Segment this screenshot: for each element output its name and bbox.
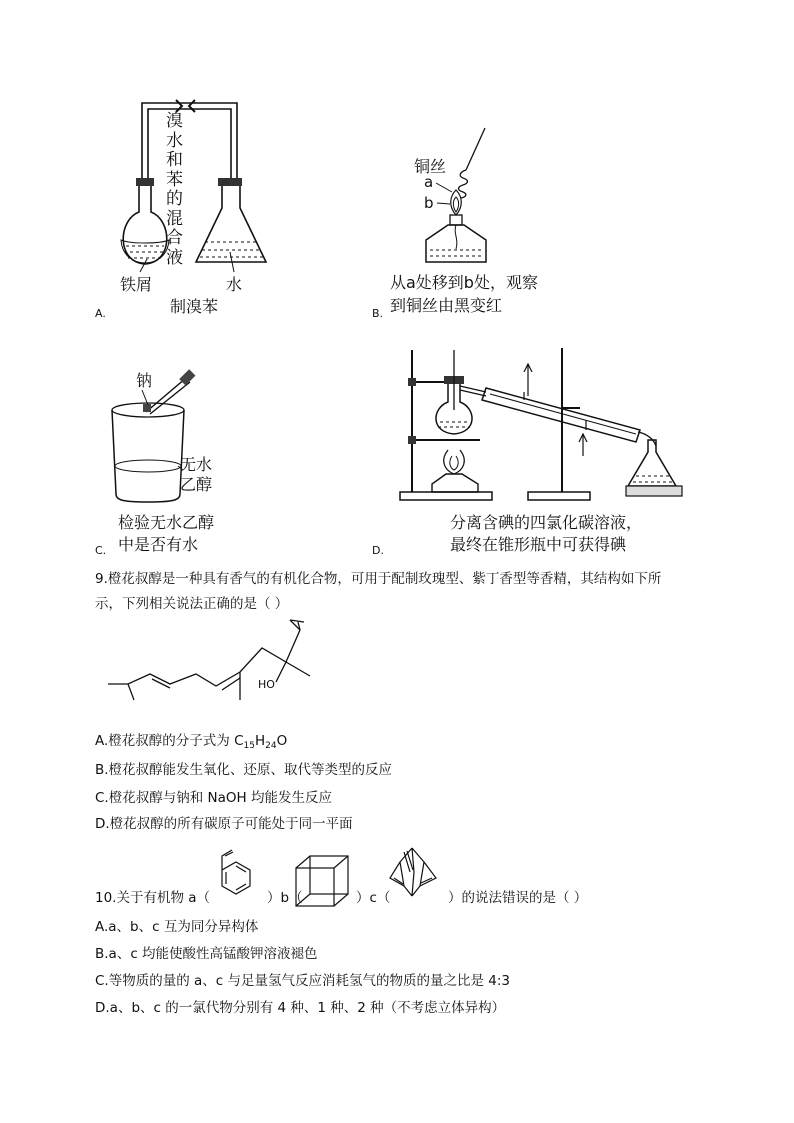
- q9-option-d: D.橙花叔醇的所有碳原子可能处于同一平面: [95, 816, 353, 832]
- q9-option-a-sub1: 15: [243, 741, 255, 751]
- q10-stem-end: ）的说法错误的是（ ）: [448, 890, 588, 906]
- caption-b-line1: 从a处移到b处，观察: [390, 273, 538, 292]
- vertical-char: 溴: [166, 111, 183, 131]
- q10-stem-c: ）c（: [356, 890, 391, 906]
- caption-c-line2: 中是否有水: [118, 535, 199, 554]
- label-iron-filings: 铁屑: [120, 275, 153, 294]
- vertical-char: 合: [166, 228, 183, 248]
- option-letter-a: A.: [95, 307, 106, 320]
- q10-option-c: C.等物质的量的 a、c 与足量氢气反应消耗氢气的物质的量之比是 4:3: [95, 973, 511, 989]
- caption-d-line2: 最终在锥形瓶中可获得碘: [450, 535, 627, 554]
- q10-stem-b: ）b（: [267, 890, 303, 906]
- vertical-char: 液: [166, 247, 183, 268]
- caption-a: 制溴苯: [170, 297, 219, 316]
- caption-b-line2: 到铜丝由黑变红: [390, 296, 503, 315]
- label-ethanol-line2: 乙醇: [180, 475, 213, 494]
- caption-d-line1: 分离含碘的四氯化碳溶液，: [450, 513, 643, 532]
- vertical-char: 的: [166, 189, 183, 209]
- q10-option-a: A.a、b、c 互为同分异构体: [95, 919, 259, 935]
- q9-stem-line2: 示，下列相关说法正确的是（ ）: [95, 596, 289, 612]
- q9-option-c: C.橙花叔醇与钠和 NaOH 均能发生反应: [95, 790, 332, 806]
- option-letter-c: C.: [95, 544, 107, 557]
- q9-option-b: B.橙花叔醇能发生氧化、还原、取代等类型的反应: [95, 762, 393, 778]
- vertical-char: 和: [166, 150, 183, 170]
- option-letter-d: D.: [372, 544, 384, 557]
- vertical-char: 苯: [166, 169, 183, 190]
- q10-option-b: B.a、c 均能使酸性高锰酸钾溶液褪色: [95, 946, 318, 962]
- q9-option-a-prefix: A.橙花叔醇的分子式为 C: [95, 733, 244, 749]
- vertical-char: 水: [166, 130, 183, 151]
- option-letter-b: B.: [372, 307, 384, 320]
- label-b: b: [424, 194, 434, 212]
- label-sodium: 钠: [136, 371, 153, 390]
- q9-stem-line1: 9.橙花叔醇是一种具有香气的有机化合物，可用于配制玫瑰型、紫丁香型等香精，其结构如下所: [95, 571, 662, 587]
- label-ethanol-line1: 无水: [180, 455, 213, 474]
- q10-option-d: D.a、b、c 的一氯代物分别有 4 种、1 种、2 种（不考虑立体异构）: [95, 1000, 506, 1016]
- ho-label: HO: [258, 678, 275, 691]
- q10-stem-a: 10.关于有机物 a（: [95, 890, 211, 906]
- label-water: 水: [226, 275, 243, 294]
- label-copper-wire: 铜丝: [414, 157, 447, 176]
- q9-option-a-sub2: 24: [265, 741, 277, 751]
- q9-option-a-end: O: [276, 733, 288, 749]
- label-a: a: [424, 173, 434, 191]
- q9-option-a-mid: H: [254, 733, 266, 749]
- caption-c-line1: 检验无水乙醇: [118, 513, 215, 532]
- vertical-char: 混: [166, 208, 183, 229]
